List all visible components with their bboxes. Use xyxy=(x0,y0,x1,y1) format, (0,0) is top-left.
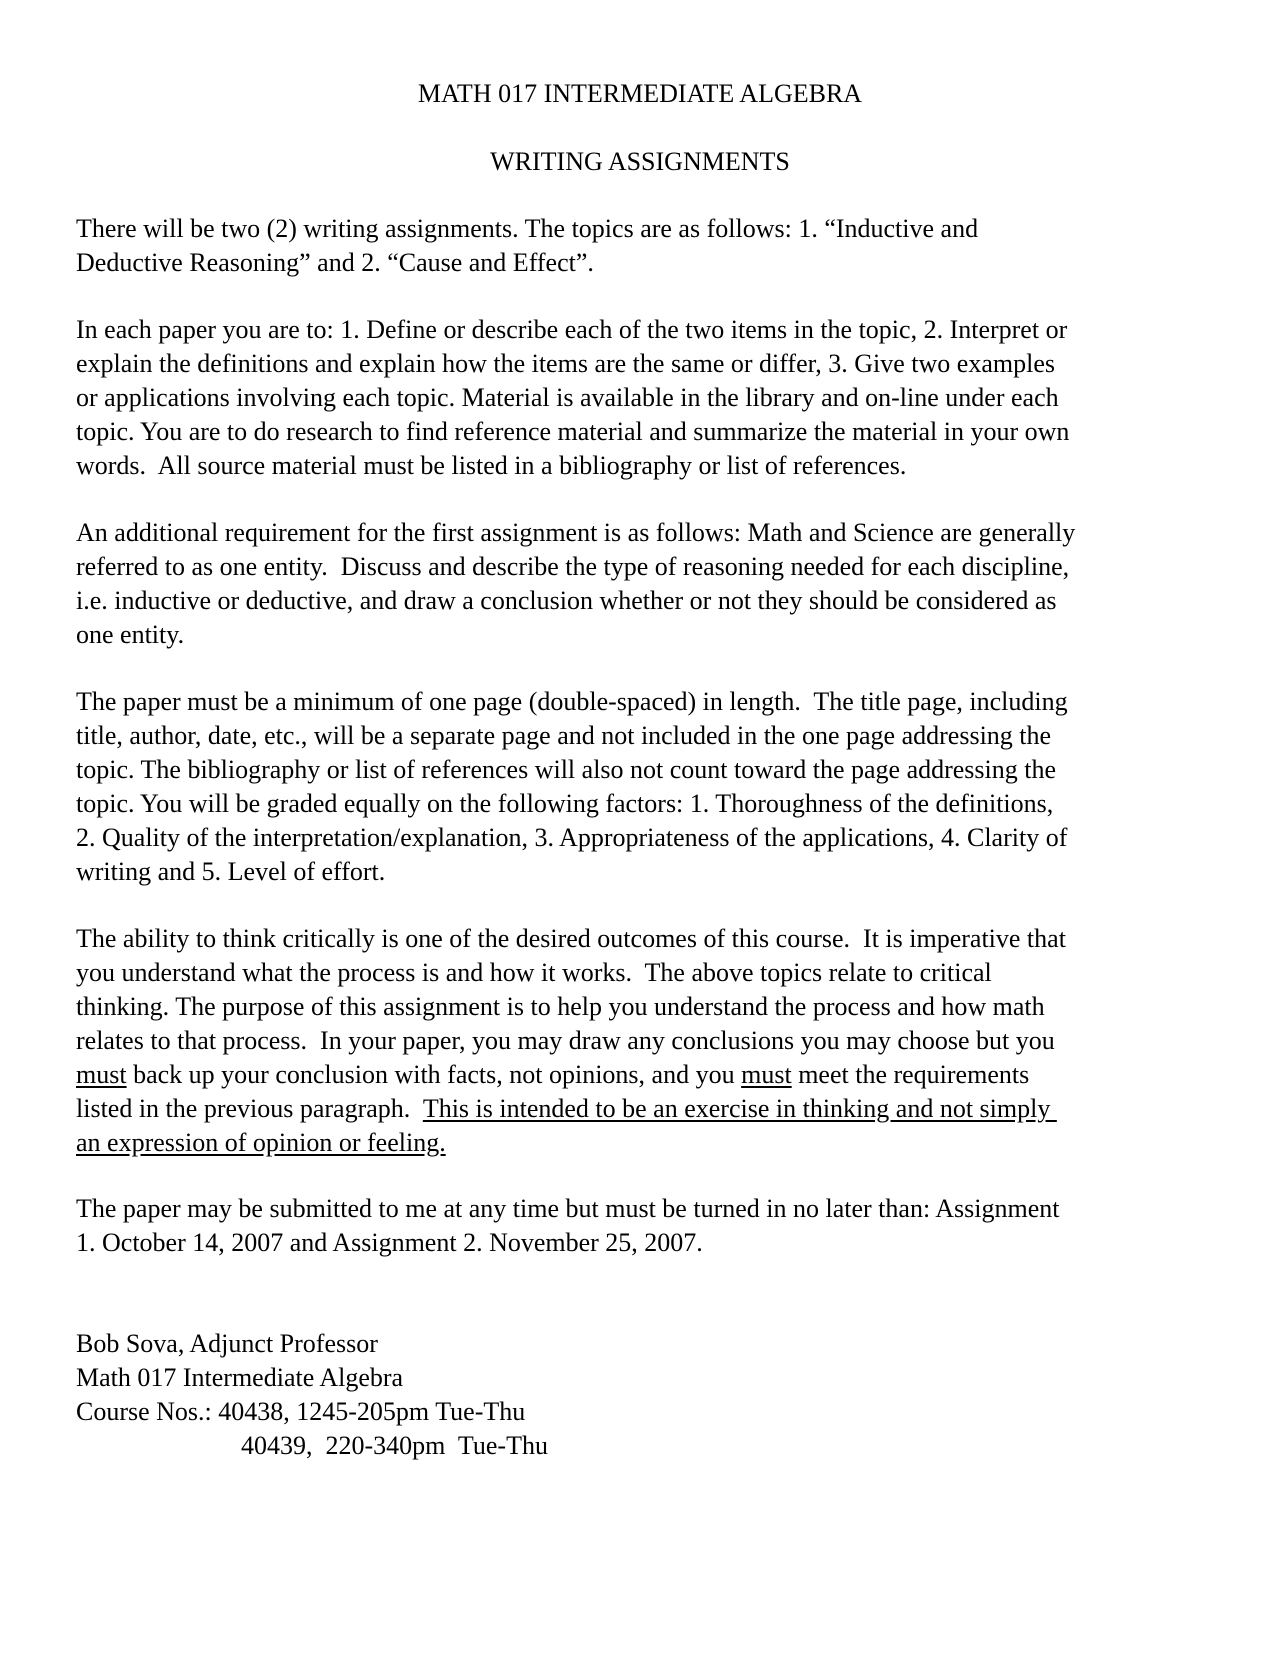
text-line xyxy=(76,1092,1212,1126)
paragraph-assignment-topics xyxy=(76,212,1212,280)
paragraph-due-dates xyxy=(76,1192,1212,1260)
text-line: you understand what the process is and how it works. The above topics relate to critical xyxy=(76,958,992,987)
text-line: or applications involving each topic. Material is available in the library and on-line under each xyxy=(76,383,1059,412)
text-segment: listed in the previous paragraph. xyxy=(76,1094,423,1123)
text-line: topic. You will be graded equally on the following factors: 1. Thoroughness of the definitions, xyxy=(76,789,1054,818)
text-line xyxy=(76,1058,1212,1092)
text-line: writing and 5. Level of effort. xyxy=(76,857,386,886)
text-line: There will be two (2) writing assignments. The topics are as follows: 1. “Inductive and xyxy=(76,214,979,243)
text-line: The paper must be a minimum of one page (double-spaced) in length. The title page, including xyxy=(76,687,1068,716)
paragraph-additional-requirement xyxy=(76,516,1212,652)
text-line: one entity. xyxy=(76,620,185,649)
text-line xyxy=(76,1126,1212,1160)
text-line: thinking. The purpose of this assignment is to help you understand the process and how math xyxy=(76,992,1045,1021)
emphasis-must: must xyxy=(741,1060,792,1089)
text-line: 2. Quality of the interpretation/explanation, 3. Appropriateness of the applications, 4. Clarity of xyxy=(76,823,1068,852)
signature-name: Bob Sova, Adjunct Professor xyxy=(76,1329,378,1358)
text-line: words. All source material must be listed in a bibliography or list of references. xyxy=(76,451,907,480)
text-line: An additional requirement for the first assignment is as follows: Math and Science are generally xyxy=(76,518,1076,547)
text-line: The paper may be submitted to me at any time but must be turned in no later than: Assignment xyxy=(76,1194,1060,1223)
paragraph-length-grading xyxy=(76,685,1212,889)
text-line: 1. October 14, 2007 and Assignment 2. November 25, 2007. xyxy=(76,1228,703,1257)
signature-course-nos-2: 40439, 220-340pm Tue-Thu xyxy=(241,1431,548,1460)
emphasis-must: must xyxy=(76,1060,127,1089)
emphasis-sentence: an expression of opinion or feeling. xyxy=(76,1128,446,1157)
document-subtitle: WRITING ASSIGNMENTS xyxy=(490,147,790,176)
text-line: Deductive Reasoning” and 2. “Cause and Effect”. xyxy=(76,248,594,277)
text-line: topic. The bibliography or list of references will also not count toward the page addressing the xyxy=(76,755,1057,784)
document-title: MATH 017 INTERMEDIATE ALGEBRA xyxy=(417,79,863,108)
signature-course-nos: Course Nos.: 40438, 1245-205pm Tue-Thu xyxy=(76,1397,526,1426)
emphasis-sentence: This is intended to be an exercise in thinking and not simply xyxy=(422,1094,1057,1123)
paragraph-paper-requirements xyxy=(76,313,1212,483)
text-line: topic. You are to do research to find reference material and summarize the material in your own xyxy=(76,417,1070,446)
text-line: In each paper you are to: 1. Define or describe each of the two items in the topic, 2. Interpret or xyxy=(76,315,1068,344)
paragraph-critical-thinking xyxy=(76,922,1212,1160)
text-line: i.e. inductive or deductive, and draw a conclusion whether or not they should be considered as xyxy=(76,586,1057,615)
text-line: relates to that process. In your paper, you may draw any conclusions you may choose but you xyxy=(76,1026,1055,1055)
text-segment: meet the requirements xyxy=(791,1060,1030,1089)
text-segment: back up your conclusion with facts, not opinions, and you xyxy=(126,1060,742,1089)
text-line: explain the definitions and explain how the items are the same or differ, 3. Give two examples xyxy=(76,349,1055,378)
text-line: title, author, date, etc., will be a separate page and not included in the one page addressing the xyxy=(76,721,1052,750)
signature-block xyxy=(76,1327,1212,1463)
signature-course: Math 017 Intermediate Algebra xyxy=(76,1363,404,1392)
text-line: referred to as one entity. Discuss and describe the type of reasoning needed for each discipline, xyxy=(76,552,1070,581)
text-line: The ability to think critically is one of the desired outcomes of this course. It is imperative that xyxy=(76,924,1066,953)
